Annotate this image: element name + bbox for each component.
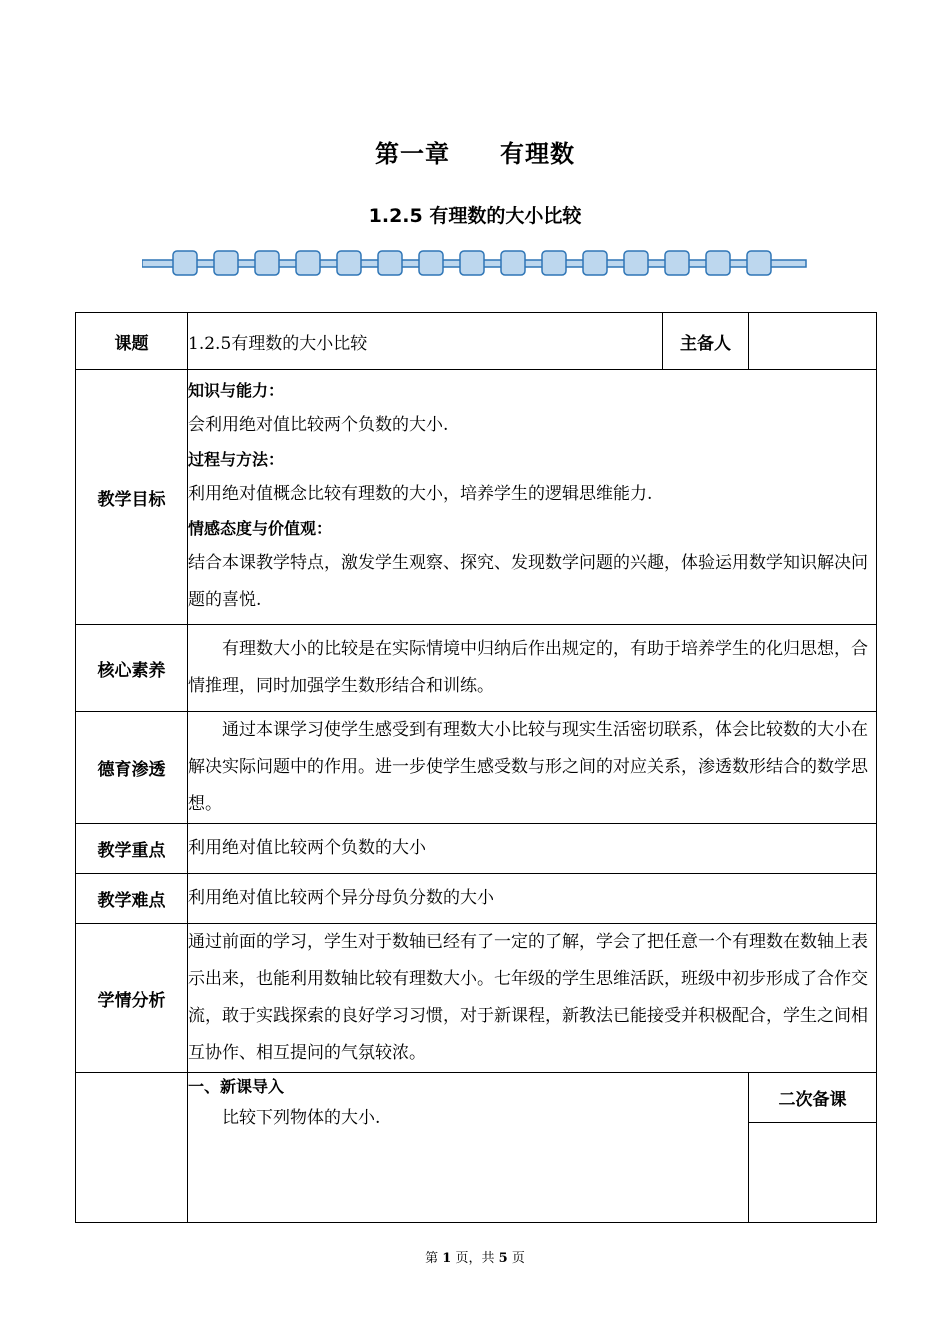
footer-prefix: 第: [425, 1251, 439, 1266]
difficulty-content: [188, 874, 877, 924]
chain-bead: [624, 251, 648, 275]
goals-content: [188, 370, 877, 625]
analysis-label: 学情分析: [76, 924, 188, 1073]
second-prep-label: 二次备课: [749, 1073, 877, 1123]
moral-text: 通过本课学习使学生感受到有理数大小比较与现实生活密切联系，体会比较数的大小在解决实际问题中的作用。进一步使学生感受数与形之间的对应关系，渗透数形结合的数学思想。: [188, 720, 868, 814]
chain-bead: [255, 251, 279, 275]
intro-content: [188, 1073, 749, 1223]
chain-bead: [583, 251, 607, 275]
chain-bead: [460, 251, 484, 275]
topic-value: 1.2.5有理数的大小比较: [188, 313, 663, 370]
difficulty-label: 教学难点: [76, 874, 188, 924]
chain-bead: [542, 251, 566, 275]
process-heading: 过程与方法：: [188, 450, 285, 469]
process-text: 利用绝对值概念比较有理数的大小，培养学生的逻辑思维能力.: [188, 484, 653, 504]
topic-label: 课题: [76, 313, 188, 370]
moral-content: [188, 712, 877, 824]
core-content: [188, 625, 877, 712]
chain-bead: [419, 251, 443, 275]
analysis-content: [188, 924, 877, 1073]
key-label: 教学重点: [76, 824, 188, 874]
key-content: [188, 824, 877, 874]
lesson-plan-table: [75, 312, 877, 1223]
key-row: [76, 824, 877, 874]
moral-row: [76, 712, 877, 824]
preparer-value: [749, 313, 877, 370]
footer-suffix: 页: [511, 1251, 525, 1266]
key-text: 利用绝对值比较两个负数的大小: [188, 838, 426, 858]
second-prep-notes: [749, 1123, 877, 1223]
intro-empty-label: [76, 1073, 188, 1223]
chain-bead: [296, 251, 320, 275]
chain-bead: [501, 251, 525, 275]
knowledge-text: 会利用绝对值比较两个负数的大小.: [188, 415, 449, 435]
topic-row: [76, 313, 877, 370]
moral-label: 德育渗透: [76, 712, 188, 824]
chain-bead: [337, 251, 361, 275]
emotion-text: 结合本课教学特点，激发学生观察、探究、发现数学问题的兴趣，体验运用数学知识解决问题的喜悦.: [188, 553, 868, 610]
chain-bead: [378, 251, 402, 275]
chain-bead: [173, 251, 197, 275]
analysis-row: [76, 924, 877, 1073]
difficulty-text: 利用绝对值比较两个异分母负分数的大小: [188, 888, 494, 908]
core-text: 有理数大小的比较是在实际情境中归纳后作出规定的，有助于培养学生的化归思想，合情推理，同时加强学生数形结合和训练。: [188, 639, 868, 696]
lesson-title: 1.2.5 有理数的大小比较: [368, 205, 582, 227]
chain-bead: [665, 251, 689, 275]
goals-row: [76, 370, 877, 625]
goals-label: 教学目标: [76, 370, 188, 625]
chain-bead: [214, 251, 238, 275]
footer-total-pages: 5: [498, 1251, 508, 1266]
emotion-heading: 情感态度与价值观：: [188, 519, 333, 538]
knowledge-heading: 知识与能力：: [188, 381, 285, 400]
intro-row-top: [76, 1073, 877, 1123]
chapter-title: 第一章 有理数: [375, 140, 575, 168]
intro-heading: 一、新课导入: [188, 1077, 285, 1096]
preparer-label: 主备人: [663, 313, 749, 370]
core-row: [76, 625, 877, 712]
chain-bead: [747, 251, 771, 275]
chain-bead: [706, 251, 730, 275]
intro-text: 比较下列物体的大小.: [222, 1108, 381, 1128]
analysis-text: 通过前面的学习，学生对于数轴已经有了一定的了解，学会了把任意一个有理数在数轴上表示出来，也能利用数轴比较有理数大小。七年级的学生思维活跃，班级中初步形成了合作交流，敢于实践探索的良好学习习惯，对于新课程，新教法已能接受并积极配合，学生之间相互协作、相互提问的气氛较浓。: [188, 932, 868, 1063]
difficulty-row: [76, 874, 877, 924]
footer-page-number: 1: [442, 1251, 452, 1266]
core-label: 核心素养: [76, 625, 188, 712]
decorative-chain: [142, 248, 808, 280]
page-footer: [0, 1247, 950, 1266]
footer-middle: 页，共: [455, 1251, 495, 1266]
